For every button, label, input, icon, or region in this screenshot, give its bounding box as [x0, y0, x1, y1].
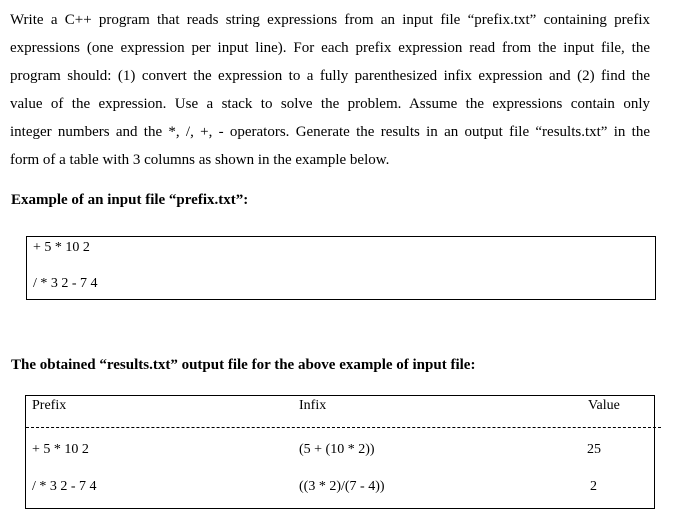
input-example-heading: Example of an input file “prefix.txt”: — [11, 192, 249, 208]
input-line: + 5 * 10 2 — [33, 240, 90, 255]
results-example-heading: The obtained “results.txt” output file for the above example of input file: — [11, 357, 476, 373]
row-1-prefix: + 5 * 10 2 — [32, 442, 89, 457]
dashed-separator — [26, 427, 661, 428]
description-line: expressions (one expression per input line). For each prefix expression read from the input file, the — [10, 40, 650, 56]
results-file-box — [25, 395, 655, 509]
column-header-infix: Infix — [299, 398, 327, 413]
input-file-box — [26, 236, 656, 300]
row-2-prefix: / * 3 2 - 7 4 — [32, 479, 97, 494]
description-line: form of a table with 3 columns as shown in the example below. — [10, 152, 390, 168]
column-header-prefix: Prefix — [32, 398, 67, 413]
row-2-value: 2 — [590, 479, 597, 494]
column-header-value: Value — [588, 398, 620, 413]
description-line: integer numbers and the *, /, +, - operators. Generate the results in an output file “results.txt” in the — [10, 124, 650, 140]
row-1-value: 25 — [587, 442, 601, 457]
problem-description — [10, 6, 650, 174]
row-2-infix: ((3 * 2)/(7 - 4)) — [299, 479, 385, 494]
row-1-infix: (5 + (10 * 2)) — [299, 442, 375, 457]
description-line: program should: (1) convert the expression to a fully parenthesized infix expression and (2) find the — [10, 68, 650, 84]
description-line: Write a C++ program that reads string expressions from an input file “prefix.txt” containing prefix — [10, 12, 650, 28]
description-line: value of the expression. Use a stack to solve the problem. Assume the expressions contain only — [10, 96, 650, 112]
input-line: / * 3 2 - 7 4 — [33, 276, 98, 291]
